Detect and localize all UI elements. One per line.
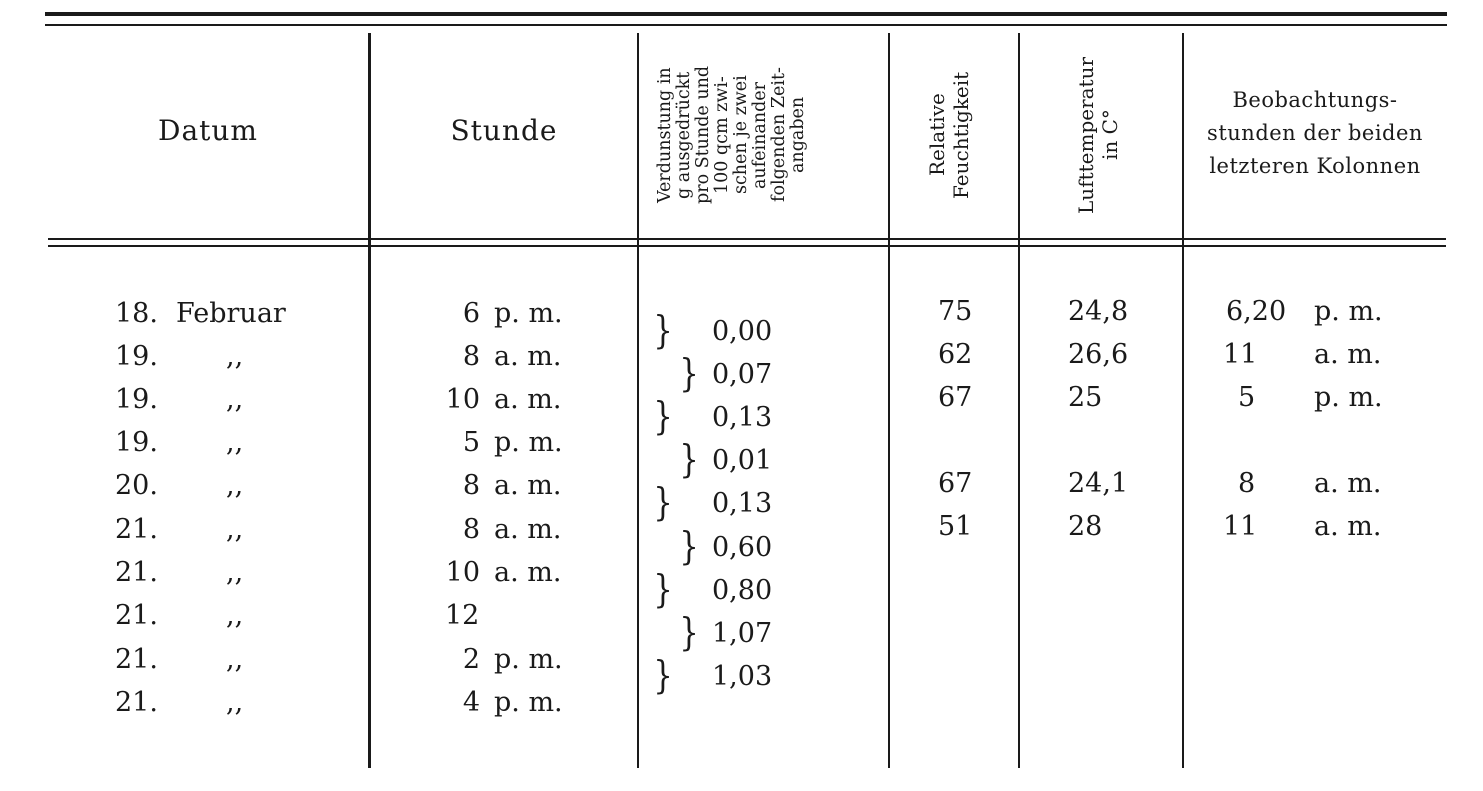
row-day: 18. [115, 298, 158, 329]
row-hour: 8 [462, 514, 480, 545]
verdunstung-value: 0,07 [712, 359, 773, 390]
row-ampm: p. m. [494, 687, 563, 718]
row-ditto: ,, [226, 427, 244, 458]
row-day: 21. [115, 644, 158, 675]
row-hour: 4 [462, 687, 480, 718]
divider-verdunstung-feuchtigkeit [888, 33, 890, 768]
row-day: 19. [115, 427, 158, 458]
brace-icon: } [679, 351, 699, 395]
row-hour: 8 [462, 470, 480, 501]
divider-stunde-verdunstung [637, 33, 639, 768]
verdunstung-value: 1,03 [712, 661, 773, 692]
feuchtigkeit-value: 75 [938, 296, 973, 327]
row-hour: 6 [462, 298, 480, 329]
temperatur-value: 25 [1068, 382, 1103, 413]
row-ampm: p. m. [494, 427, 563, 458]
temperatur-value: 28 [1068, 511, 1103, 542]
row-day: 21. [115, 600, 158, 631]
row-hour: 8 [462, 341, 480, 372]
verdunstung-value: 0,00 [712, 316, 773, 347]
header-temperatur: Lufttemperatur in C° [1074, 56, 1122, 214]
row-ampm: p. m. [494, 298, 563, 329]
brace-icon: } [653, 480, 673, 524]
row-ampm: a. m. [494, 557, 562, 588]
temperatur-value: 26,6 [1068, 339, 1129, 370]
beobachtung-ampm: a. m. [1314, 511, 1382, 542]
beobachtung-hour: 5 [1238, 382, 1256, 413]
row-hour: 10 [445, 384, 480, 415]
beobachtung-hour: 8 [1238, 468, 1256, 499]
row-ampm: a. m. [494, 341, 562, 372]
header-beobachtung: Beobachtungs- stunden der beiden letzteren Kolonnen [1207, 88, 1423, 178]
feuchtigkeit-value: 67 [938, 382, 973, 413]
row-hour: 5 [462, 427, 480, 458]
row-ampm: p. m. [494, 644, 563, 675]
header-feuchtigkeit: Relative Feuchtigkeit [925, 71, 973, 199]
verdunstung-value: 0,13 [712, 488, 773, 519]
row-month: Februar [176, 298, 286, 329]
verdunstung-value: 0,13 [712, 402, 773, 433]
row-hour: 12 [445, 600, 480, 631]
top-rule-thin [45, 24, 1447, 26]
beobachtung-ampm: a. m. [1314, 468, 1382, 499]
row-ditto: ,, [226, 341, 244, 372]
row-ditto: ,, [226, 644, 244, 675]
row-ditto: ,, [226, 514, 244, 545]
verdunstung-value: 0,01 [712, 445, 773, 476]
feuchtigkeit-value: 67 [938, 468, 973, 499]
brace-icon: } [679, 524, 699, 568]
header-datum: Datum [158, 114, 258, 147]
brace-icon: } [679, 437, 699, 481]
header-rule-1 [48, 238, 1446, 240]
brace-icon: } [653, 653, 673, 697]
divider-feuchtigkeit-temperatur [1018, 33, 1020, 768]
brace-icon: } [679, 610, 699, 654]
row-ditto: ,, [226, 384, 244, 415]
brace-icon: } [653, 308, 673, 352]
header-rule-2 [48, 245, 1446, 247]
row-ditto: ,, [226, 470, 244, 501]
header-stunde: Stunde [450, 114, 558, 147]
beobachtung-ampm: a. m. [1314, 339, 1382, 370]
row-day: 21. [115, 557, 158, 588]
row-hour: 10 [445, 557, 480, 588]
top-rule-thick [45, 12, 1447, 16]
row-ditto: ,, [226, 600, 244, 631]
verdunstung-value: 0,80 [712, 575, 773, 606]
beobachtung-ampm: p. m. [1314, 296, 1383, 327]
beobachtung-ampm: p. m. [1314, 382, 1383, 413]
brace-icon: } [653, 567, 673, 611]
beobachtung-hour: 6,20 [1226, 296, 1287, 327]
row-ditto: ,, [226, 557, 244, 588]
brace-icon: } [653, 394, 673, 438]
verdunstung-value: 1,07 [712, 618, 773, 649]
row-day: 21. [115, 514, 158, 545]
row-day: 21. [115, 687, 158, 718]
row-day: 20. [115, 470, 158, 501]
row-hour: 2 [462, 644, 480, 675]
row-ampm: a. m. [494, 470, 562, 501]
header-verdunstung: Verdunstung in g ausgedrückt pro Stunde und 100 qcm zwi- schen je zwei aufeinander folgenden Zeit- angaben [655, 65, 808, 205]
feuchtigkeit-value: 62 [938, 339, 973, 370]
row-ampm: a. m. [494, 514, 562, 545]
temperatur-value: 24,1 [1068, 468, 1129, 499]
row-ampm: a. m. [494, 384, 562, 415]
verdunstung-value: 0,60 [712, 532, 773, 563]
beobachtung-hour: 11 [1223, 511, 1258, 542]
feuchtigkeit-value: 51 [938, 511, 973, 542]
row-day: 19. [115, 341, 158, 372]
row-day: 19. [115, 384, 158, 415]
beobachtung-hour: 11 [1223, 339, 1258, 370]
temperatur-value: 24,8 [1068, 296, 1129, 327]
row-ditto: ,, [226, 687, 244, 718]
